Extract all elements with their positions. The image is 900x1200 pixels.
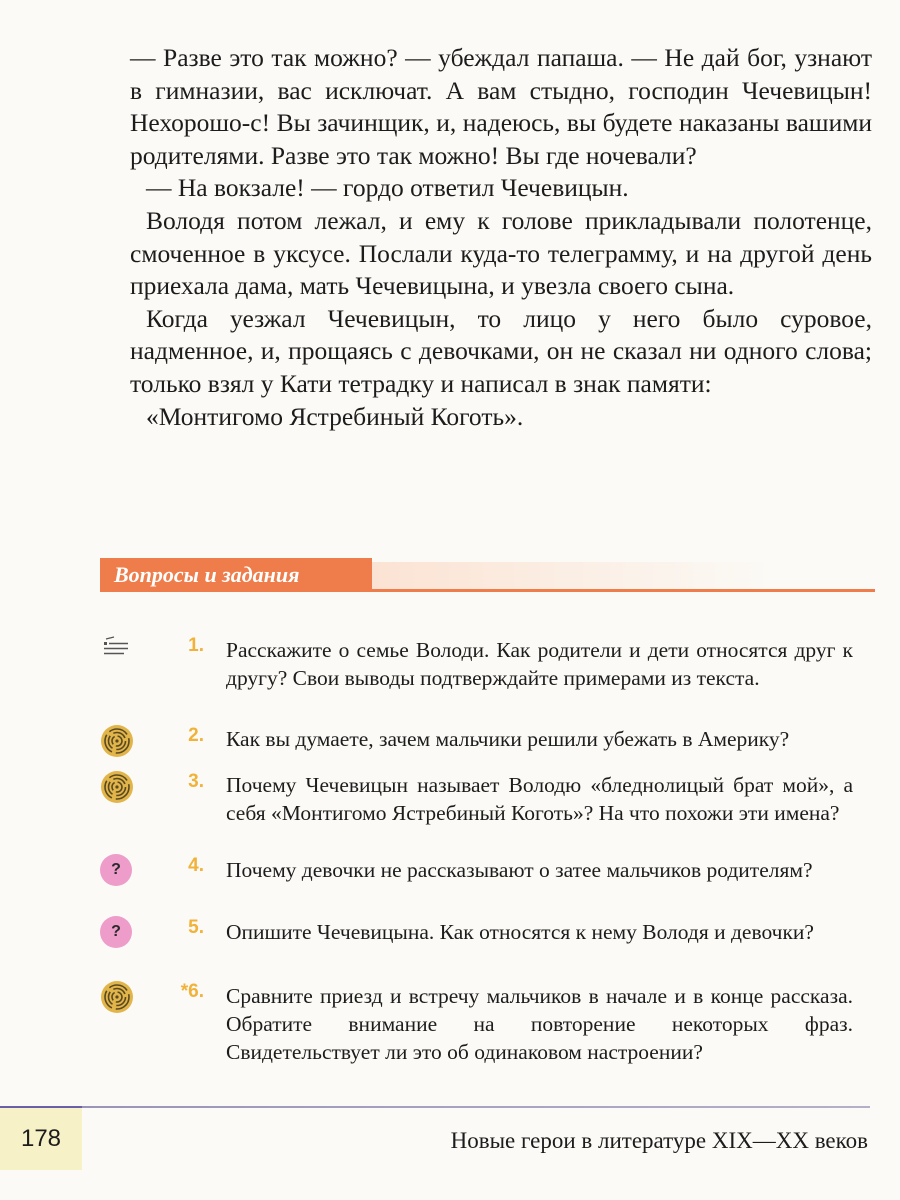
story-paragraph: Володя потом лежал, и ему к голове прикладывали полотенце, смоченное в уксусе. Послали куда-то телеграмму, и на другой день приехала дама, мать Чечевицына, и увезла своего сына. — [130, 205, 872, 301]
story-paragraph: — Разве это так можно? — убеждал папаша. — Не дай бог, узнают в гимназии, вас исключат. А вам стыдно, господин Чечевицын! Нехорошо-с! Вы зачинщик, и, надеюсь, вы будете наказаны вашими родителями. Разве это так можно! Вы где ночевали? — [130, 43, 872, 170]
footer-rule — [0, 1106, 870, 1108]
maze-icon — [100, 724, 134, 758]
section-header — [100, 558, 875, 598]
question-text: Сравните приезд и встречу мальчиков в начале и в конце рассказа. Обратите внимание на повторение некоторых фраз. Свидетельствует ли это об одинаковом настроении? — [226, 984, 853, 1064]
question-icon — [100, 916, 134, 950]
question-number: 3. — [188, 771, 204, 792]
story-paragraph: «Монтигомо Ястребиный Коготь». — [146, 401, 524, 431]
question-badge: ? — [100, 854, 132, 886]
question-text: Почему Чечевицын называет Володю «бледнолицый брат мой», а себя «Монтигомо Ястребиный Коготь»? На что похожи эти имена? — [226, 773, 853, 825]
question-number: 1. — [188, 635, 204, 656]
question-text: Расскажите о семье Володи. Как родители и дети относятся друг к другу? Свои выводы подтверждайте примерами из текста. — [226, 638, 853, 690]
question-number: 2. — [188, 725, 204, 746]
question-number: 4. — [188, 855, 204, 876]
question-icon — [100, 854, 134, 888]
running-title: Новые герои в литературе XIX—XX веков — [450, 1128, 868, 1153]
question-text: Как вы думаете, зачем мальчики решили убежать в Америку? — [226, 727, 790, 751]
maze-icon — [100, 770, 134, 804]
maze-icon — [100, 980, 134, 1014]
story-paragraph: Когда уезжал Чечевицын, то лицо у него было суровое, надменное, и, прощаясь с девочками, он не сказал ни одного слова; только взял у Кати тетрадку и написал в знак памяти: — [130, 303, 872, 398]
story-text — [130, 42, 872, 433]
question-text: Почему девочки не рассказывают о затее мальчиков родителям? — [226, 858, 813, 882]
page-number: 178 — [0, 1108, 82, 1170]
notes-icon — [100, 634, 134, 668]
question-badge: ? — [100, 916, 132, 948]
section-title: Вопросы и задания — [100, 558, 372, 591]
story-paragraph: — На вокзале! — гордо ответил Чечевицын. — [146, 173, 629, 203]
question-number: *6. — [180, 981, 204, 1002]
question-number: 5. — [188, 917, 204, 938]
question-text: Опишите Чечевицына. Как относятся к нему Володя и девочки? — [226, 920, 814, 944]
